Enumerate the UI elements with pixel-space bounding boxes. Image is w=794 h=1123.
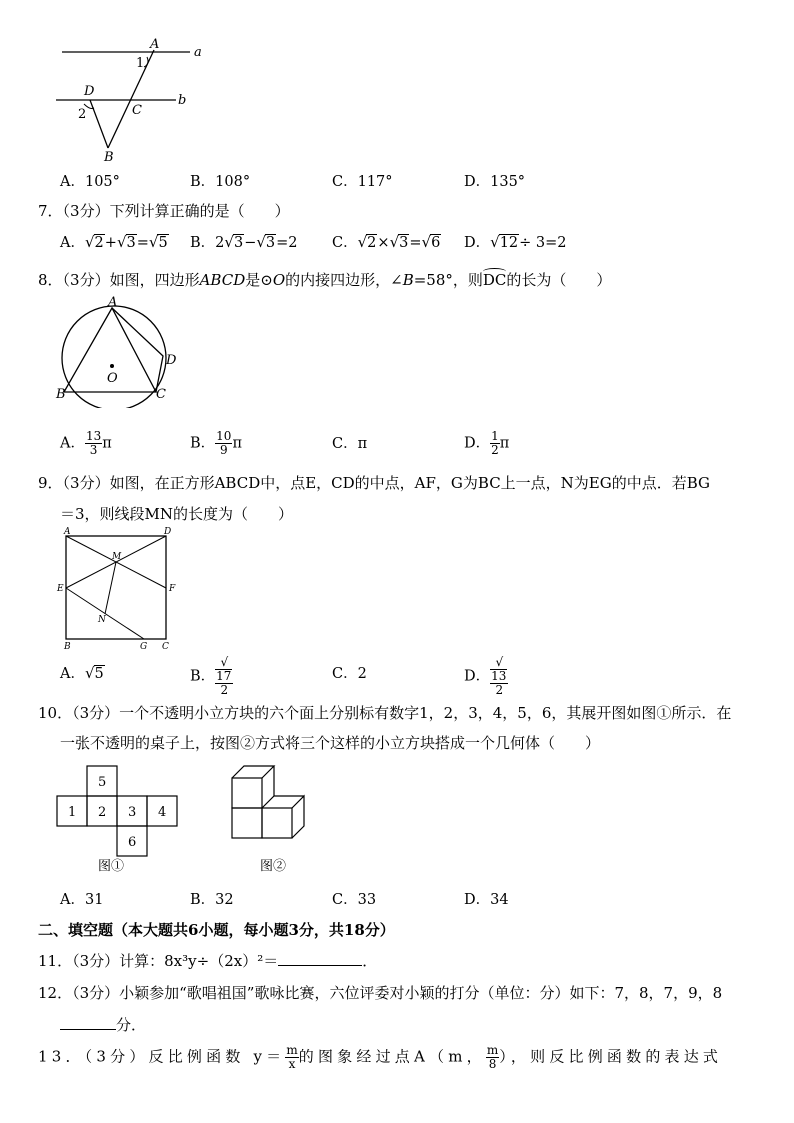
label-A: A (150, 37, 160, 52)
q9-option-c: C．2 (332, 666, 367, 682)
segments-AD-DC (112, 308, 163, 392)
q8-stem: 8．（3分）如图，四边形ABCD是⊙O的内接四边形，∠B=58°，则 DC的长为（ ） (38, 269, 611, 290)
q7-option-d: D．√12÷ 3=2 (464, 233, 567, 251)
q9-stem-line1: 9．（3分）如图，在正方形ABCD中，点E，CD的中点，AF，G为BC上一点，N为EG的中点．若BG (38, 474, 711, 492)
q10-stem-line2: 一张不透明的桌子上，按图②方式将三个这样的小立方块搭成一个几何体（ ） (60, 734, 601, 752)
label-B: B (56, 387, 66, 402)
q11-stem: 11．（3分）计算：8x³y÷（2x）²＝ ． (38, 952, 378, 970)
label-A: A (108, 296, 118, 310)
net-face-2: 2 (98, 805, 107, 820)
label-B: B (104, 150, 114, 165)
q12-stem-line1: 12．（3分）小颖参加“歌唱祖国”歌咏比赛，六位评委对小颖的打分（单位：分）如下：7，8，7，9，8 (38, 984, 723, 1002)
q8-option-c: C．π (332, 436, 368, 452)
q10-stem-line1: 10．（3分）一个不透明小立方块的六个面上分别标有数字1，2，3，4，5，6，其展开图如图①所示．在 (38, 704, 732, 722)
q7-option-c: C．√2×√3=√6 (332, 233, 441, 251)
label-a: a (194, 45, 202, 60)
net-face-6: 6 (128, 835, 137, 850)
q6-option-c: C．117° (332, 174, 393, 190)
q9-option-a: A．√5 (60, 664, 104, 682)
stacked-cubes-figure (222, 764, 332, 876)
label-E: E (57, 584, 64, 594)
label-b: b (178, 93, 187, 108)
circle-O (62, 306, 166, 408)
label-O: O (107, 371, 118, 386)
segment-MN (105, 562, 116, 614)
q9-option-b: B． √ 17 2 (190, 655, 232, 697)
center-O-dot (110, 364, 114, 368)
q10-option-b: B．32 (190, 892, 234, 908)
net-face-3: 3 (128, 805, 137, 820)
net-face-4: 4 (158, 805, 167, 820)
q13-stem: 13．（3分）反比例函数 y＝ $\frac{m}{x}$ 的图象经过点A（m， $\frac{m}{8}$ ），则反比例函数的表达式 (38, 1043, 723, 1071)
q6-option-d: D．135° (464, 174, 526, 190)
q9-option-d: D． √ 13 2 (464, 655, 507, 697)
q8-option-b: B． $\frac{10}{9}$ π (190, 429, 242, 457)
q7-option-a: A．√2+√3=√5 (60, 233, 168, 251)
q8-option-a: A． $\frac{13}{3}$ π (60, 429, 112, 457)
q12-stem-line2: 分． (60, 1014, 146, 1035)
label-A: A (64, 527, 71, 537)
q9-stem-line2: ＝3，则线段MN的长度为（ ） (60, 505, 294, 523)
q11-answer-blank (278, 965, 362, 966)
label-B: B (64, 642, 71, 652)
q7-option-b: B．2√3−√3=2 (190, 233, 298, 251)
q6-option-b: B．108° (190, 174, 251, 190)
label-M: M (112, 552, 122, 562)
q10-option-d: D．34 (464, 892, 509, 908)
label-C: C (156, 387, 166, 402)
label-angle-2: 2 (78, 107, 87, 122)
label-F: F (169, 584, 176, 594)
inscribed-quadrilateral-figure (52, 296, 182, 408)
label-N: N (98, 615, 106, 625)
q10-option-a: A．31 (60, 892, 104, 908)
q7-stem: 7．（3分）下列计算正确的是（ ） (38, 202, 290, 220)
net-face-5: 5 (98, 775, 107, 790)
segment-DB (90, 100, 108, 148)
parallel-lines-figure (50, 36, 210, 166)
q10-option-c: C．33 (332, 892, 377, 908)
q6-option-a: A．105° (60, 174, 120, 190)
q8-option-d: D． $\frac{1}{2}$ π (464, 429, 510, 457)
arc-DC-label: DC (482, 271, 507, 289)
caption-figure-2: 图② (260, 859, 287, 874)
caption-figure-1: 图① (98, 859, 125, 874)
net-face-1: 1 (68, 805, 77, 820)
section-heading: 二、填空题（本大题共6小题，每小题3分，共18分） (38, 921, 395, 939)
cube-net-figure (54, 764, 180, 876)
label-D: D (166, 353, 177, 368)
label-D: D (164, 527, 172, 537)
label-D: D (84, 84, 95, 99)
label-C: C (132, 103, 142, 118)
square-figure (56, 526, 180, 654)
q12-answer-blank (60, 1029, 116, 1030)
label-C: C (162, 642, 169, 652)
label-G: G (140, 642, 148, 652)
label-angle-1: 1 (136, 56, 145, 71)
